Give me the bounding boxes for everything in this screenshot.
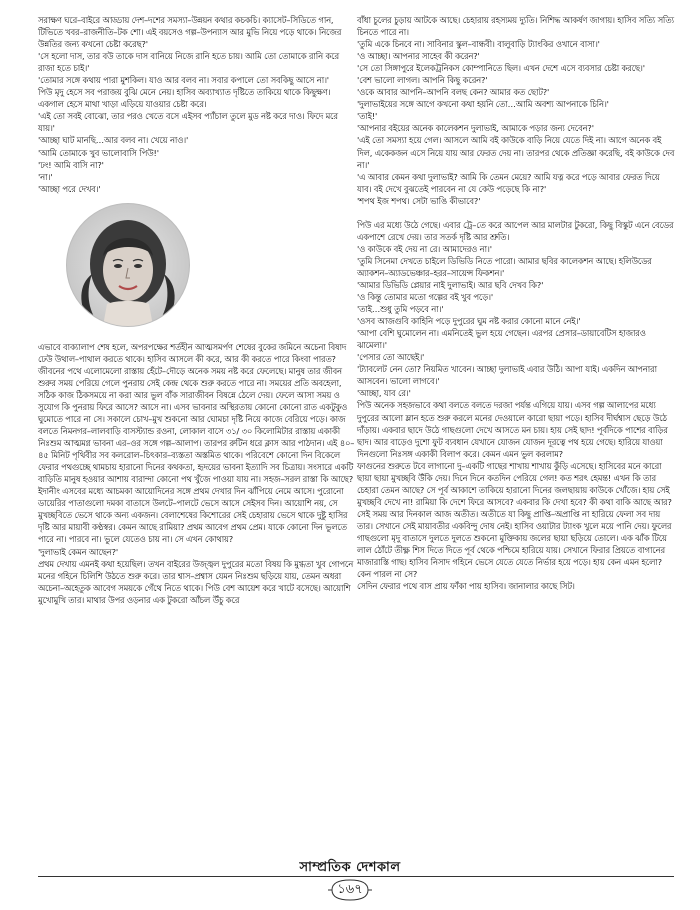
paragraph: 'আচ্ছা পরে দেখব।' [38, 183, 101, 194]
paragraph: 'সে তো সিঙ্গাপুরে ইলেকট্রনিকস কোম্পানিতে ছিল। এখন দেশে এসে ব্যবসার চেষ্টা করছে।' [357, 63, 645, 74]
paragraph: 'বেশ ভালো লাগল। আপনি কিছু করেন?' [357, 75, 488, 86]
page-number: ১৬৭ [337, 882, 363, 897]
paragraph: 'ও আচ্ছা। আপনার সাহেব কী করেন?' [357, 51, 480, 62]
paragraph: পিউ মৃদু হেসে সব পরাজয় বুঝি মেনে নেয়। হাসিব অব্যাখ্যাত দৃষ্টিতে তাকিয়ে থাকে কিছুক্ষণ। একগাল হেসে মাথা খাড়া এড়িয়ে যাওয়ার চেষ্টা করে। [38, 87, 331, 110]
paragraph: বাঁধা চুলের চুড়ায় আটকে আছে। চেহারায় রহস্যময় দ্যুতি। নিশিদ্ধ আকর্ষণ জাগায়। হাসিব সত্যি সত্যি চিনতে পারে না। [357, 15, 674, 38]
paragraph: পিউ অনেক সহজভাবে কথা বলতে বলতে দরজা পর্যন্ত এগিয়ে যায়। এসব গল্প আলাপের মধ্যে দুপুরের আলো ম্লান হতে শুরু করলে মনের দেওয়ালে কারো ছায়া পড়ে। হাসিব দীর্ঘশ্বাস ছেড়ে উঠে দাঁড়ায়। একবার ছাদে উঠে গাছগুলো দেখে আসতে মন চায়। হায় সেই ছাদ! পূর্বদিকে পাশের বাড়ির ছাদ। আর বাড়েও দুশো ফুট ব্যবধান যেখানে যোজন যোজন দূরত্বে পথ হয়ে গেছে। হারিয়ে যাওয়া দিনগুলো নিঃসঙ্গ একাকী বিলাপ করে। কেমন এমন ভুল করলাম? [357, 400, 668, 459]
paragraph: 'আপনার বইয়ের অনেক কালেকশন দুলাভাই, আমাকে পড়ার জন্য দেবেন?' [357, 123, 594, 134]
paragraph: 'সে হলো দাস, তার বউ তাকে দাস বানিয়ে নিজে রানি হতে চায়। আমি তো তোমাকে রানি করে রাজা হতে চাই।' [38, 51, 339, 74]
paragraph: 'দুলাভাই কেমন আছেন?' [38, 546, 119, 557]
paragraph: 'আমার ডিভিডি প্লেয়ার নাই দুলাভাই। আর ছবি দেখব কি?' [357, 279, 544, 290]
paragraph: 'ওকে আবার আপনি–আপনি বলছ কেন? আমার কত ছোট?' [357, 87, 550, 98]
paragraph: 'তুমি একে চিনবে না। সাবিনার স্কুল–বান্ধবী। বালুবাড়ি ট্যাংকির ওখানে বাসা।' [357, 39, 600, 50]
paragraph: 'আচ্ছা, যাব রে।' [357, 388, 411, 399]
paragraph: 'শপথ ইজ শপথ। সেটা ভাঙি কীভাবে?' [357, 195, 481, 206]
paragraph: এভাবে বাক্যালাপ শেষ হলে, অপরপক্ষের শর্তহীন আত্মসমর্পণ শেষের বুকের জমিনে অচেনা বিষাদ ঢেউ উথাল–পাথাল করতে থাকে। হাসিব আসলে কী করে, আর কী করতে পারে কিংবা পারত? জীবনের পথে এলোমেলো রাস্তায় হেঁটে–দৌড়ে অনেক সময় নষ্ট করে ফেলেছে। মানুষ তার জীবন শুরুর সময় পেরিয়ে গেলে পুনরায় সেই কেন্দ্র থেকে শুরু করতে পারে না। সময়ের প্রতি অবহেলা, সঠিক কাজ ঠিকসময়ে না করা আর ভুল বাঁক সারাজীবন বিষন্নে ঠেলে দেয়। ফেলে আসা সময় ও সুযোগ কি পুনরায় ফিরে আসে? আসে না। এসব ভাবনার অস্থিরতায় কোনো কোনো রাত একটুকুও ঘুমোতে পারে না সে। সকালে চোখ–মুখ শুকনো আর ঘোমচা দৃষ্টি নিয়ে কাজে বেরিয়ে পড়ে। কাজ বলতে নিমনগর–লালবাড়ি বাসস্ট্যান্ড রওনা, লোকাল বাসে ৩১/ ৩০ কিলোমিটার রাস্তায় একাকী নিঃশুম আত্মমগ্ন ভাবনা এর–ওর সঙ্গে গল্প–আলাপ। তারপর রুটিন ধরে ক্লাস আর পাঠদান। এই ৪০–৪৫ মিনিট পৃথিবীর সব কলরোল–চিৎকার–ব্যস্ততা অস্তমিত থাকে। পরিবেশে কোনো দিন বিকেলে ফেরার পথগুচ্ছে থামচায় হারানো দিনের কথকতা, হৃদয়ের ভাবনা ইত্যাদি সব চিত্রায়। সংসারে একটি বাড়িতি মানুষ হওয়ার আশায় বারান্দা কোনো পথ খুঁজে পাওয়া যায় না। সহজ–সরল রাস্তা কি আছে? ইদানীং এসবের মধ্যে আচমকা আয়োদিনের সঙ্গে প্রথম দেখার দিন ঝাঁপিয়ে নেমে আসে। পুরোনো ডায়েরির পাতাগুলো দমকা বাতাসে উলটে–পালটে ভেসে আসে সেইসব দিন। আয়োশি নয়, সে মুখচ্ছবিতে ভেসে থাকে অন্য একজন। বেলাশেষের কিশোরের সেই চেহারায় ভেসে থাকে দুষ্টু হাসির দৃষ্টি আর মায়াবী কণ্ঠস্বর। কেমন আছে রামিয়া? প্রথম আবেগ প্রথম প্রেম। যাকে কোনো দিন ভুলতে পারে না। পারবে না। ভুলে যেতেও চায় না। সে এখন কোথায়? [38, 341, 355, 545]
paragraph: 'ঢং! আমি বাসি না?' [38, 159, 104, 170]
paragraph: 'ও কাউকে বই দেয় না রে। আমাদেরও না।' [357, 243, 492, 254]
paragraph: সরাক্ষণ ঘরে–বাইরে আড্ডায় দেশ–দশের সমস্যা–উন্নয়ন কথার কচকচি। ক্যাসেট–সিডিতে গান, টিভিতে খবর–রাজনীতি–টক শো। এই বয়সেও গল্প–উপন্যাস আর মুভি নিয়ে পড়ে থাকে। নিজের উন্নতির জন্য কখনো চেষ্টা করেছ?' [38, 15, 342, 50]
paragraph: 'ট্যাবলেট নেন তো? নিয়মিত খাবেন। আচ্ছা দুলাভাই এবার উঠি। আপা যাই। একদিন আপনারা আসবেন। ভালো লাগবে।' [357, 364, 657, 387]
paragraph: 'এই তো সবই বোঝো, তার পরও খেতে বসে এইসব প্যাঁচাল তুলে মুড নষ্ট করে দাও। ফিদে মরে যায়।' [38, 111, 338, 134]
paragraph: 'এই তো সমস্যা হয়ে গেল। আসলে আমি বই কাউকে বাড়ি নিয়ে যেতে দিই না। আগে অনেক বই দিল, একেকজন এসে নিয়ে যায় আর ফেরত দেয় না। তারপর থেকে প্রতিজ্ঞা করেছি, বই কাউকে দেব না।' [357, 135, 675, 170]
paragraph: 'ও কিন্তু তোমার মতো গল্পের বই খুব পড়ে।' [357, 292, 494, 303]
paragraph: 'তাই…শুধু তুমি পড়বে না।' [357, 304, 444, 315]
paragraph: পিউ এর মধ্যে উঠে গেছে। এবার ট্রে–তে করে আপেল আর মালটার টুকরো, কিছু বিস্কুট এনে বেডের একপাশে রেখে দেয়। তার সতর্ক দৃষ্টি আর শ্রুতি। [357, 219, 674, 242]
woman-portrait-icon [67, 204, 189, 326]
paragraph: 'তোমার সঙ্গে কথায় পারা মুশকিল। যাও আর বলব না। সবার কপালে তো সবকিছু আসে না।' [38, 75, 329, 86]
paragraph: 'না।' [38, 171, 53, 182]
paragraph: ফাগুনের শুরুতে টবে লাগানো দু–একটি গাছের শাখায় শাখায় কুঁড়ি এসেছে। হাসিবের মনে কারো ছায়া ছায়া মুখচ্ছবি উঁকি দেয়। দিনে দিনে কতদিন পেরিয়ে গেল! কত শরৎ হেমন্ত! এখন কি তার চেহারা তেমন আছে? সে পূর্ব আকাশে তাকিয়ে হারানো দিনের জলছায়ায় কাউকে খোঁজে। হায় সেই মুখচ্ছবি দেখে না! রামিয়া কি দেশে ফিরে আসবে? একবার কি দেখা হবে? কী কথা বাকি আছে আর? সেই সময় আর দিনকাল আজ অতীত। অতীতে যা কিছু প্রাপ্তি–অপ্রাপ্তি না হারিয়ে ফেলা সব দায় তার। সেখানে সেই মায়াবতীর একবিন্দু দোষ নেই। হাসিব ওয়াটার ট্যাংক খুলে ময়ে পানি দেয়। ফুলের গাছগুলো মৃদু বাতাসে দুলতে দুলতে শুকনো মুক্তিকায় জলের ছায়া ছড়িয়ে তোলে। এক ঝাঁক টিয়ে লাল ঠোঁটে তীক্ষ্ণ শিস দিতে দিতে পূর্ব থেকে পশ্চিমে হারিয়ে যায়। সেখানে ফিরার প্রিয়তে বাগানের মাজারাস্তি গাছ। হাসিব নিসাদ গহিনে ভেসে যেতে যেতে নির্ভার হয়ে পড়ে। হায় কেন এমন হলো? কেন পারল না সে? [357, 460, 672, 580]
magazine-name: সাম্প্রতিক দেশকাল [299, 860, 401, 875]
page-number-badge [326, 878, 374, 902]
paragraph: 'তুমি সিনেমা দেখতে চাইলে ডিভিডি নিতে পারো। আমার ছবির কালেকশন আছে। হলিউডের অ্যাকশন–অ্যাডভেঞ্চার–হরর–সায়েন্স ফিকশন।' [357, 255, 652, 278]
paragraph: 'পেসার তো আছেই।' [357, 352, 425, 363]
paragraph: 'এ আবার কেমন কথা দুলাভাই? আমি কি তেমন মেয়ে? আমি যত্ন করে পড়ে আবার ফেরত দিয়ে যাব। বই দেখে বুঝতেই পারবেন না যে কেউ পড়েছে কি না?' [357, 171, 660, 194]
footer-divider [38, 876, 674, 877]
paragraph: 'তাই!' [357, 111, 378, 122]
paragraph: 'ওসব আজগুবি কাহিনি পড়ে দুপুরের ঘুম নষ্ট করার কোনো মানে নেই।' [357, 316, 581, 327]
paragraph: 'আপা বেশি ঘুমোলেন না। এমনিতেই ভুল হয়ে গেছেন। এরপর প্রেসার–ডায়াবেটিস হাজারও ঝামেলা।' [357, 328, 646, 351]
right-column [357, 14, 675, 592]
paragraph: প্রথম দেখায় এমনই কথা হয়েছিল। তখন বাইরের উজ্জ্বল দুপুরের মতো বিষয় কি মুগ্ধতা খুব গোপনে মনের গহিনে চিলিশি উঠতে শুরু করে। তার শ্বাস–প্রশ্বাস যেমন নিঃশুম ছড়িয়ে যায়, তেমন অধরা অচেনা–অহেতুক আবেগ সময়কে গেঁথে নিতে থাকে। পিউ বেশ আয়েশ করে খাটে বসেছে। আয়োশি মুখোমুখি তার। মাথার উপর ওড়নার এক টুকরো আঁচল উঁচু করে [38, 558, 354, 605]
section-gap [357, 207, 675, 219]
paragraph: 'দুলাভাইয়ের সঙ্গে আগে কখনো কথা হয়নি তো…আমি অবশ্য আপনাকে চিনি।' [357, 99, 609, 110]
left-column [38, 14, 356, 606]
paragraph: 'আমি তোমাকে খুব ভালোবাসি পিউ!' [38, 147, 159, 158]
paragraph: সেদিন ফেরার পথে বাস প্রায় ফাঁকা পায় হাসিব। জানালার কাছে সিট। [357, 581, 575, 592]
paragraph: 'আচ্ছা ঘাট মানছি…আর বলব না। খেয়ে নাও।' [38, 135, 189, 146]
author-portrait-image [66, 203, 190, 327]
